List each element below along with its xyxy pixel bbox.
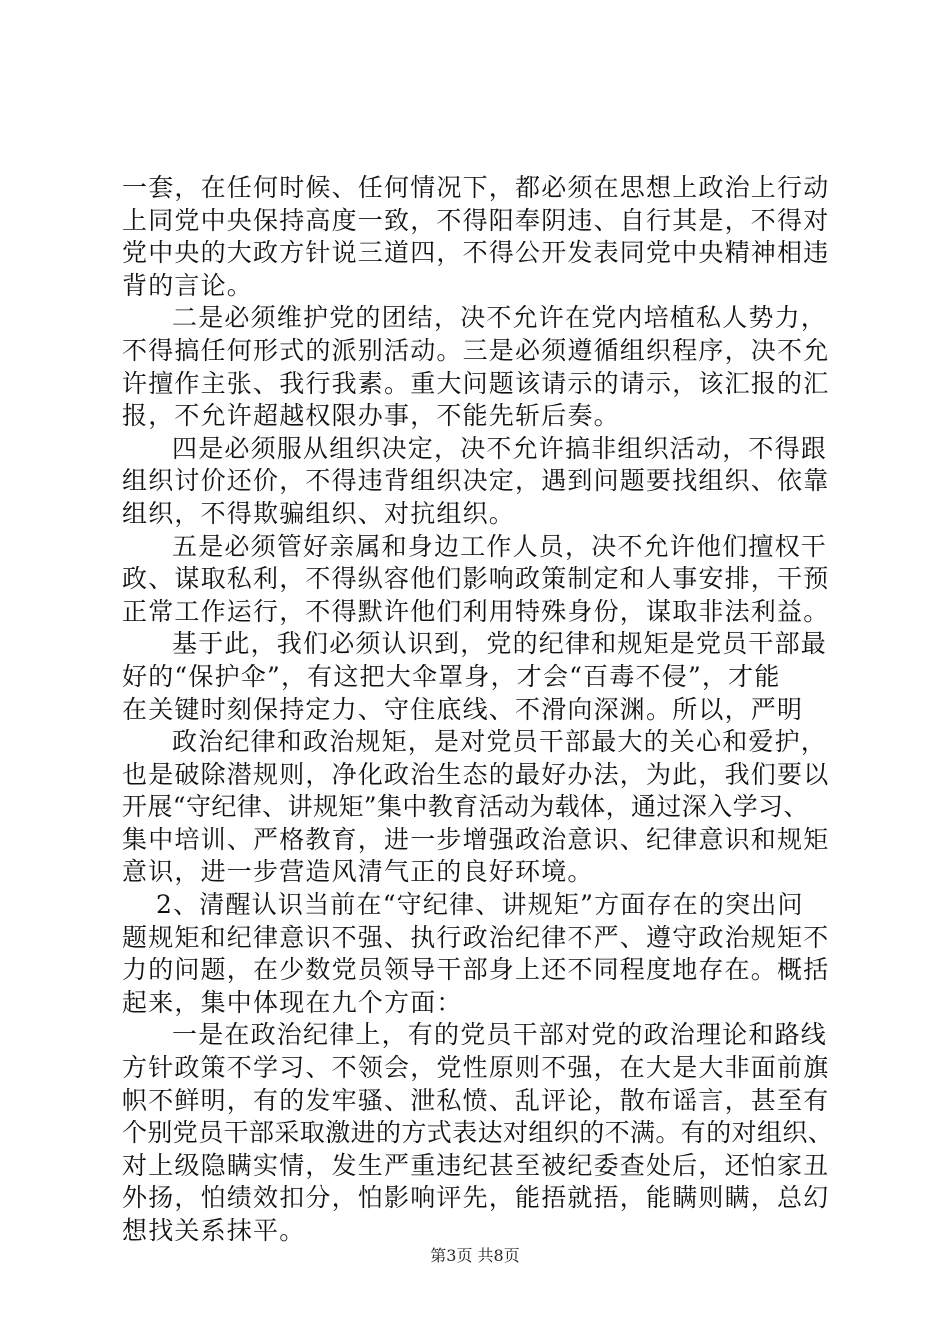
text-line: 对上级隐瞒实情，发生严重违纪甚至被纪委查处后，还怕家丑 xyxy=(122,1150,830,1180)
text-line: 好的“保护伞”，有这把大伞罩身，才会“百毒不侵”，才能 xyxy=(122,661,781,691)
text-line: 上同党中央保持高度一致，不得阳奉阴违、自行其是，不得对 xyxy=(122,205,830,235)
text-line: 组织，不得欺骗组织、对抗组织。 xyxy=(122,498,516,528)
paragraph-first-line: 基于此，我们必须认识到，党的纪律和规矩是党员干部最 xyxy=(172,629,828,659)
text-line: 开展“守纪律、讲规矩”集中教育活动为载体，通过深入学习、 xyxy=(122,792,809,822)
text-line: 正常工作运行，不得默许他们利用特殊身份，谋取非法利益。 xyxy=(122,596,830,626)
text-line: 不得搞任何形式的派别活动。三是必须遵循组织程序，决不允 xyxy=(122,335,830,365)
page-number: 第3页 共8页 xyxy=(430,1246,520,1265)
text-line: 集中培训、严格教育，进一步增强政治意识、纪律意识和规矩 xyxy=(122,824,830,854)
paragraph-first-line: 五是必须管好亲属和身边工作人员，决不允许他们擅权干 xyxy=(172,531,828,561)
text-line: 党中央的大政方针说三道四，不得公开发表同党中央精神相违 xyxy=(122,238,830,268)
paragraph-first-line: 二是必须维护党的团结，决不允许在党内培植私人势力， xyxy=(172,303,828,333)
text-line: 在关键时刻保持定力、守住底线、不滑向深渊。所以，严明 xyxy=(122,694,804,724)
text-line: 背的言论。 xyxy=(122,270,254,300)
text-line: 报，不允许超越权限办事，不能先斩后奏。 xyxy=(122,401,620,431)
document-body xyxy=(122,172,834,1248)
text-line: 也是破除潜规则，净化政治生态的最好办法，为此，我们要以 xyxy=(122,759,830,789)
text-line: 力的问题，在少数党员领导干部身上还不同程度地存在。概括 xyxy=(122,955,830,985)
text-line: 许擅作主张、我行我素。重大问题该请示的请示，该汇报的汇 xyxy=(122,368,830,398)
paragraph-first-line: 四是必须服从组织决定，决不允许搞非组织活动，不得跟 xyxy=(172,433,828,463)
paragraph-first-line: 一是在政治纪律上，有的党员干部对党的政治理论和路线 xyxy=(172,1020,828,1050)
text-line: 想找关系抹平。 xyxy=(122,1216,306,1245)
text-line: 个别党员干部采取激进的方式表达对组织的不满。有的对组织、 xyxy=(122,1118,834,1148)
text-line: 政、谋取私利，不得纵容他们影响政策制定和人事安排，干预 xyxy=(122,564,830,594)
section-heading-line: 2、清醒认识当前在“守纪律、讲规矩”方面存在的突出问 xyxy=(156,890,804,920)
text-line: 题规矩和纪律意识不强、执行政治纪律不严、遵守政治规矩不 xyxy=(122,922,830,952)
text-line: 组织讨价还价，不得违背组织决定，遇到问题要找组织、依靠 xyxy=(122,466,830,496)
text-line: 一套，在任何时候、任何情况下，都必须在思想上政治上行动 xyxy=(122,173,830,202)
text-line: 帜不鲜明，有的发牢骚、泄私愤、乱评论，散布谣言，甚至有 xyxy=(122,1085,830,1115)
text-line: 意识，进一步营造风清气正的良好环境。 xyxy=(122,857,594,887)
text-line: 外扬，怕绩效扣分，怕影响评先，能捂就捂，能瞒则瞒，总幻 xyxy=(122,1183,830,1213)
paragraph-first-line: 政治纪律和政治规矩，是对党员干部最大的关心和爱护， xyxy=(172,727,828,757)
text-line: 方针政策不学习、不领会，党性原则不强，在大是大非面前旗 xyxy=(122,1053,830,1083)
text-line: 起来，集中体现在九个方面： xyxy=(122,987,463,1017)
